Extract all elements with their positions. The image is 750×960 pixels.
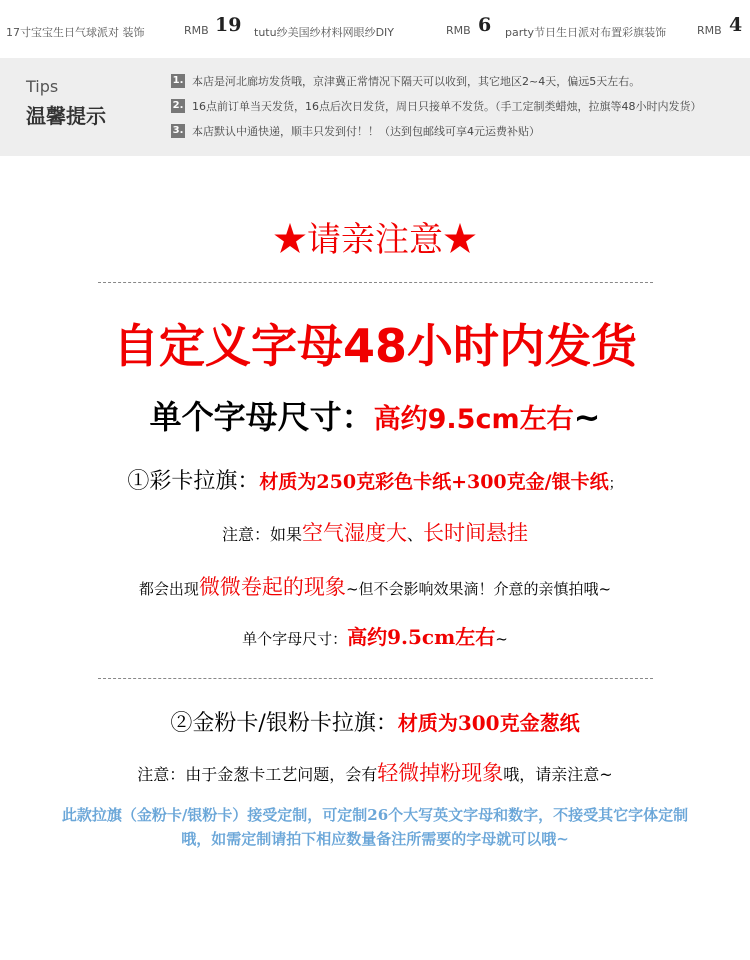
related-product-name[interactable]: 17寸宝宝生日气球派对 装饰 [6, 26, 145, 39]
notice-headline: 自定义字母48小时内发货 [112, 319, 637, 373]
glitter-note-post: 哦，请亲注意~ [503, 765, 613, 784]
related-product-name[interactable]: tutu纱美国纱材料网眼纱DIY [254, 26, 395, 39]
tip-text: 本店是河北廊坊发货哦，京津冀正常情况下隔天可以收到，其它地区2~4天，偏远5天左右。 [192, 75, 641, 88]
currency-label: RMB [446, 24, 471, 37]
letter-size-value: 高约9.5cm左右 [373, 404, 574, 435]
letter-size-line-2 [0, 621, 750, 650]
letter-size-label-2: 单个字母尺寸： [242, 630, 348, 648]
tip-number: 3. [172, 125, 184, 136]
notice-title: ★请亲注意★ [273, 220, 477, 260]
glitter-note-red: 轻微掉粉现象 [377, 761, 504, 785]
tips-panel [0, 58, 750, 156]
custom-note-line-2: 哦，如需定制请拍下相应数量备注所需要的字母就可以哦~ [181, 830, 569, 848]
custom-note-line-1: 此款拉旗（金粉卡/银粉卡）接受定制，可定制26个大写英文字母和数字，不接受其它字体定制 [61, 806, 689, 824]
tip-item [171, 98, 702, 114]
related-product-price: 6 [478, 14, 492, 36]
color-card-value: 材质为250克彩色卡纸+300克金/银卡纸 [259, 471, 609, 493]
tip-item [171, 73, 640, 89]
currency-label: RMB [697, 24, 722, 37]
tips-title-en: Tips [26, 77, 59, 96]
tip-text: 本店默认中通快递，顺丰只发到付！！（达到包邮线可享4元运费补贴） [192, 125, 540, 138]
humidity-note-line [0, 517, 750, 547]
letter-size-tail: ~ [573, 398, 601, 436]
curl-note-line [0, 571, 750, 601]
letter-size-tail-2: ~ [495, 630, 508, 648]
curl-note-pre: 都会出现 [138, 580, 199, 598]
tip-item [171, 123, 540, 139]
currency-label: RMB [184, 24, 209, 37]
dashed-divider [98, 282, 653, 283]
letter-size-label: 单个字母尺寸： [149, 398, 374, 436]
letter-size-value-2: 高约9.5cm左右 [347, 625, 496, 649]
tip-text: 16点前订单当天发货，16点后次日发货，周日只接单不发货。（手工定制类蜡烛，拉旗等48小时内发货） [192, 100, 702, 113]
dashed-divider [98, 678, 653, 679]
humidity-note-a: 空气湿度大 [302, 521, 407, 545]
humidity-note-sep: 、 [407, 525, 424, 544]
related-products-bar [0, 0, 750, 52]
color-card-tail: ； [608, 476, 623, 492]
color-card-label: ①彩卡拉旗： [127, 469, 260, 494]
related-product-price: 19 [215, 14, 242, 36]
tip-number: 2. [172, 100, 184, 111]
gold-card-label: ②金粉卡/银粉卡拉旗： [170, 711, 398, 736]
tip-number: 1. [172, 75, 184, 86]
color-card-line [0, 464, 750, 495]
tips-title-cn: 温馨提示 [26, 104, 106, 128]
humidity-note-label: 注意：如果 [221, 525, 302, 544]
gold-card-value: 材质为300克金葱纸 [397, 711, 580, 735]
curl-note-post: ~但不会影响效果滴！介意的亲慎拍哦~ [345, 580, 612, 598]
letter-size-line [0, 392, 750, 438]
humidity-note-b: 长时间悬挂 [423, 521, 529, 545]
related-product-name[interactable]: party节日生日派对布置彩旗装饰 [505, 26, 667, 39]
gold-card-line [0, 706, 750, 737]
glitter-note-pre: 注意：由于金葱卡工艺问题，会有 [137, 765, 378, 784]
glitter-note-line [0, 757, 750, 787]
curl-note-red: 微微卷起的现象 [198, 575, 346, 599]
related-product-price: 4 [729, 14, 743, 36]
